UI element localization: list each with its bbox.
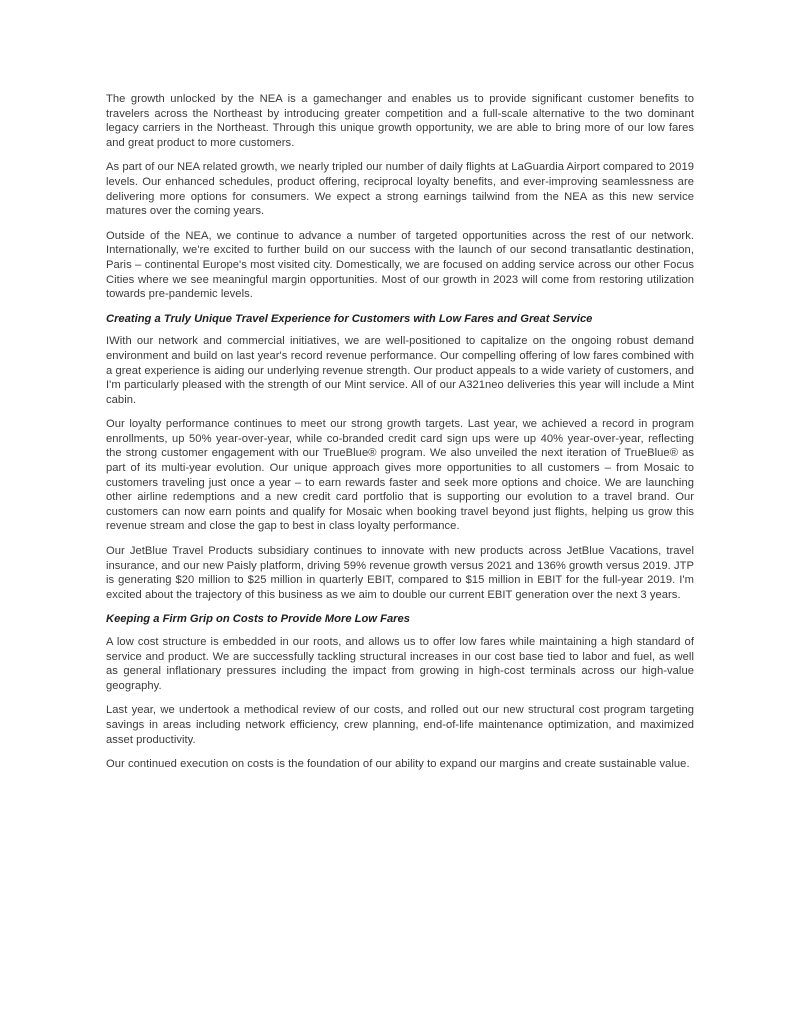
paragraph-network-opportunities: Outside of the NEA, we continue to advance a number of targeted opportunities across the rest of our network. Internationally, we're excited to further build on our success with the launch of our second transatlantic destination, Paris – continental Europe's most visited city. Domestically, we are focused on adding service across our other Focus Cities where we see meaningful margin opportunities. Most of our growth in 2023 will come from restoring utilization towards pre-pandemic levels. — [106, 229, 694, 301]
paragraph-cost-execution: Our continued execution on costs is the foundation of our ability to expand our margins and create sustainable value. — [106, 758, 690, 771]
section-heading-travel-experience: Creating a Truly Unique Travel Experience for Customers with Low Fares and Great Service — [106, 312, 593, 325]
paragraph-nea-gamechanger: The growth unlocked by the NEA is a gamechanger and enables us to provide significant customer benefits to travelers across the Northeast by introducing greater competition and a full-scale alternative to the two dominant legacy carriers in the Northeast. Through this unique growth opportunity, we are able to bring more of our low fares and great product to more customers. — [106, 93, 694, 149]
paragraph-loyalty-performance: Our loyalty performance continues to meet our strong growth targets. Last year, we achieved a record in program enrollments, up 50% year-over-year, while co-branded credit card sign ups were up 40% year-over-year, reflecting the strong customer engagement with our TrueBlue® program. We also unveiled the next iteration of TrueBlue® as part of its multi-year evolution. Our unique approach gives more opportunities to all customers – from Mosaic to customers traveling just once a year – to earn rewards faster and seek more options and choice. We are launching other airline redemptions and a new credit card portfolio that is supporting our evolution to a travel brand. Our customers can now earn points and qualify for Mosaic when booking travel beyond just flights, helping us grow this revenue stream and close the gap to best in class loyalty performance. — [106, 418, 694, 533]
paragraph-cost-review: Last year, we undertook a methodical review of our costs, and rolled out our new structural cost program targeting savings in areas including network efficiency, crew planning, end-of-life maintenance optimization, and maximized asset productivity. — [106, 704, 694, 746]
paragraph-revenue-strength: IWith our network and commercial initiatives, we are well-positioned to capitalize on the ongoing robust demand environment and build on last year's record revenue performance. Our compelling offering of low fares combined with a great experience is aiding our underlying revenue strength. Our product appeals to a wide variety of customers, and I'm particularly pleased with the strength of our Mint service. All of our A321neo deliveries this year will include a Mint cabin. — [106, 335, 694, 406]
paragraph-nea-laguardia: As part of our NEA related growth, we nearly tripled our number of daily flights at LaGuardia Airport compared to 2019 levels. Our enhanced schedules, product offering, reciprocal loyalty benefits, and ever-improving seamlessness are delivering more options for consumers. We expect a strong earnings tailwind from the NEA as this new service matures over the coming years. — [106, 161, 694, 218]
document-page — [106, 92, 694, 782]
section-heading-costs: Keeping a Firm Grip on Costs to Provide More Low Fares — [106, 613, 410, 626]
paragraph-low-cost-structure: A low cost structure is embedded in our roots, and allows us to offer low fares while maintaining a high standard of service and product. We are successfully tackling structural increases in our cost base tied to labor and fuel, as well as general inflationary pressures including the impact from growing in high-cost terminals across our high-value geography. — [106, 636, 694, 692]
paragraph-travel-products: Our JetBlue Travel Products subsidiary continues to innovate with new products across JetBlue Vacations, travel insurance, and our new Paisly platform, driving 59% revenue growth versus 2021 and 136% growth versus 2019. JTP is generating $20 million to $25 million in quarterly EBIT, compared to $15 million in EBIT for the full-year 2019. I'm excited about the trajectory of this business as we aim to double our current EBIT generation over the next 3 years. — [106, 545, 694, 601]
